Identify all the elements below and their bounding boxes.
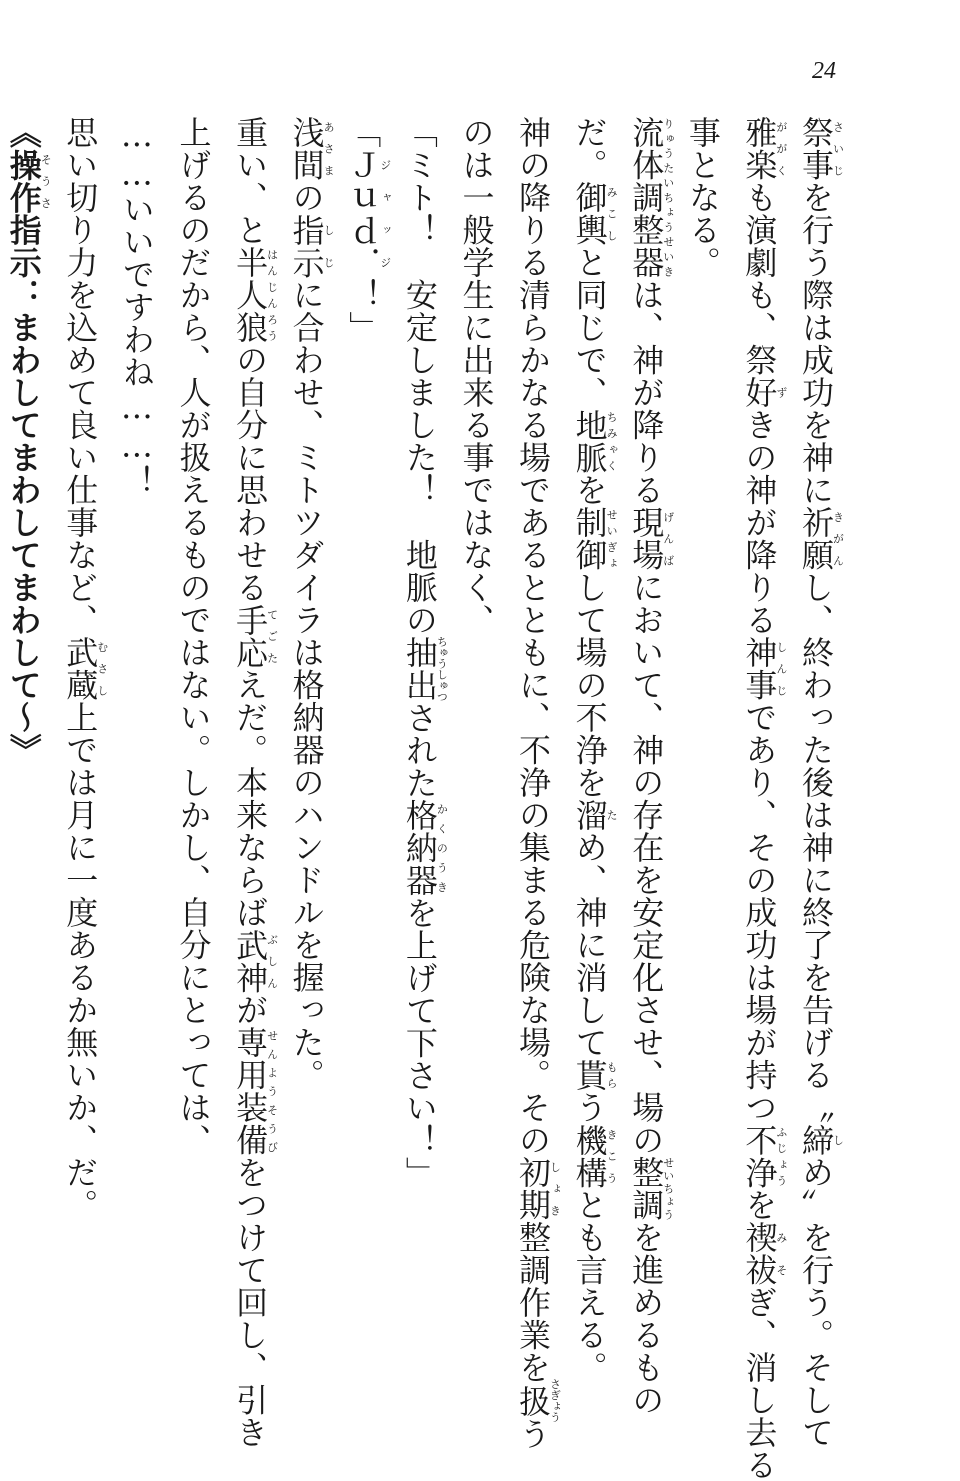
- ruby-word: 禊祓みそ: [740, 1221, 788, 1286]
- text-run: きの神が降りる: [740, 408, 779, 636]
- text-run: を行う際は成功を神に: [797, 181, 835, 506]
- ruby-word: 好ず: [740, 376, 788, 409]
- text-run: ！」: [344, 278, 383, 344]
- text-run: において、神の存在を安定化させ、場の: [627, 571, 666, 1156]
- ruby-word: 御輿みこし: [570, 181, 619, 246]
- text-line: [504, 116, 562, 1450]
- ruby-word: 祭事さいじ: [797, 116, 845, 181]
- text-run: の自分に思わせる: [231, 343, 270, 604]
- text-line: [561, 116, 619, 1384]
- text-run: ……いいですわね……！: [117, 116, 156, 498]
- furigana: ふじょう: [774, 1123, 788, 1189]
- text-run: も演劇も、祭: [740, 181, 779, 376]
- furigana: ジャッジ: [378, 148, 392, 279]
- ruby-word: 操作そうさ: [4, 148, 53, 214]
- text-run: 重い、と: [231, 116, 270, 246]
- text-run: の: [287, 181, 326, 214]
- furigana: ぶしん: [265, 928, 279, 994]
- text-run: して場の不浄を: [570, 571, 609, 799]
- ruby-word: 地脈ちみゃく: [570, 408, 619, 474]
- text-run: め、神に消して: [570, 831, 609, 1059]
- ruby-word: 制御せいぎょ: [570, 506, 619, 571]
- ruby-word: 武蔵むさし: [61, 636, 109, 701]
- text-line: [448, 116, 505, 1332]
- ruby-word: 整調せいちょう: [627, 1156, 675, 1221]
- text-line: [108, 116, 165, 1332]
- text-run: とも言える。: [570, 1188, 609, 1384]
- ruby-word: 貰もら: [570, 1058, 619, 1091]
- text-run: であり、その成功は場が持つ: [740, 701, 779, 1124]
- ruby-word: 手応てごた: [231, 603, 279, 669]
- text-run: は、神が降りる: [627, 278, 666, 506]
- text-run: された: [400, 701, 439, 799]
- text-line: [165, 116, 222, 1332]
- furigana: せいちょう: [661, 1156, 675, 1221]
- furigana: た: [605, 798, 619, 831]
- text-run: ぎ、消し去る: [740, 1286, 779, 1481]
- text-run: が: [231, 993, 270, 1026]
- ruby-word: 扱さぎょう: [514, 1378, 562, 1423]
- furigana: しじ: [322, 213, 336, 279]
- text-run: め〟を行う。そして: [797, 1156, 835, 1449]
- furigana: しんじ: [774, 636, 788, 701]
- ruby-word: 抽出ちゅうしゅつ: [400, 635, 449, 702]
- text-run: 「ミト！ 安定しました！ 地脈の: [400, 116, 439, 636]
- text-line: [0, 116, 52, 1332]
- ruby-word: 指示しじ: [287, 213, 336, 279]
- text-line: [278, 116, 335, 1332]
- text-run: 整調作業を: [514, 1221, 553, 1384]
- text-run: う: [570, 1091, 609, 1124]
- furigana: きこう: [605, 1123, 619, 1189]
- text-run: 指示：まわしてまわしてまわして〜》: [4, 213, 43, 766]
- furigana: さぎょう: [548, 1378, 562, 1423]
- furigana: かくのうき: [435, 799, 449, 897]
- text-run: だ。: [570, 116, 609, 181]
- furigana: げんば: [661, 506, 675, 571]
- ruby-word: 専用装備せんようそうび: [231, 1026, 279, 1156]
- text-line: [618, 116, 675, 1416]
- novel-text-body: [4, 116, 845, 1481]
- text-line: [787, 116, 845, 1449]
- text-line: [221, 116, 279, 1449]
- ruby-word: 雅楽ががく: [740, 116, 788, 181]
- page-number: 24: [812, 58, 836, 84]
- text-line: [391, 116, 448, 1332]
- furigana: ちみゃく: [605, 408, 619, 474]
- text-run: 上では月に一度あるか無いか、だ。: [61, 701, 100, 1221]
- furigana: せいぎょ: [605, 506, 619, 571]
- text-line: [731, 116, 788, 1481]
- ruby-word: 不浄ふじょう: [740, 1123, 788, 1189]
- text-run: を: [740, 1188, 779, 1221]
- text-run: に合わせ、ミトツダイラは格納器のハンドルを握った。: [287, 278, 326, 1091]
- furigana: ず: [774, 376, 788, 409]
- furigana: きがん: [831, 506, 845, 571]
- ruby-word: 半人狼はんじんろう: [231, 246, 279, 344]
- ruby-word: 初期しょき: [514, 1156, 562, 1221]
- ruby-word: 流体調整器りゅうたいちょうせいき: [627, 116, 675, 279]
- text-line: [674, 116, 731, 1332]
- furigana: ちゅうしゅつ: [435, 635, 449, 702]
- ruby-word: 溜た: [570, 798, 619, 831]
- ruby-word: Ｊｕｄ．ジャッジ: [344, 148, 392, 279]
- ruby-word: 祈願きがん: [797, 506, 845, 571]
- furigana: りゅうたいちょうせいき: [661, 116, 675, 279]
- furigana: もら: [605, 1058, 619, 1091]
- furigana: みそ: [774, 1221, 788, 1286]
- text-run: を上げて下さい！」: [400, 896, 439, 1189]
- ruby-word: 武神ぶしん: [231, 928, 279, 994]
- furigana: しょき: [548, 1156, 562, 1221]
- furigana: し: [831, 1123, 845, 1156]
- furigana: そうさ: [39, 148, 53, 214]
- furigana: てごた: [265, 603, 279, 669]
- text-run: し、終わった後は神に終了を告げる〝: [797, 571, 835, 1124]
- text-run: 神の降りる清らかなる場であるとともに、不浄の集まる危険な場。その: [514, 116, 553, 1156]
- furigana: あさま: [322, 116, 336, 181]
- furigana: みこし: [605, 181, 619, 246]
- text-run: 「: [344, 116, 383, 149]
- ruby-word: 神事しんじ: [740, 636, 788, 701]
- furigana: はんじんろう: [265, 246, 279, 344]
- text-run: と同じで、: [570, 246, 609, 409]
- ruby-word: 機構きこう: [570, 1123, 619, 1189]
- text-run: えだ。本来ならば: [231, 668, 270, 929]
- text-run: う: [514, 1417, 553, 1450]
- ruby-word: 格納器かくのうき: [400, 799, 449, 897]
- text-line: [52, 116, 109, 1332]
- text-run: を: [570, 473, 609, 506]
- furigana: さいじ: [831, 116, 845, 181]
- furigana: せんようそうび: [265, 1026, 279, 1156]
- ruby-word: 現場げんば: [627, 506, 675, 571]
- text-run: をつけて回し、引き: [231, 1156, 270, 1449]
- text-run: 事となる。: [683, 116, 722, 279]
- text-run: 思い切り力を込めて良い仕事など、: [61, 116, 100, 636]
- text-run: 《: [4, 116, 43, 149]
- furigana: ががく: [774, 116, 788, 181]
- ruby-word: 浅間あさま: [287, 116, 336, 181]
- text-line: [335, 116, 392, 1332]
- text-run: を進めるもの: [627, 1221, 666, 1416]
- text-run: のは一般学生に出来る事ではなく、: [457, 116, 496, 636]
- furigana: むさし: [95, 636, 109, 701]
- text-run: 上げるのだから、人が扱えるものではない。しかし、自分にとっては、: [174, 116, 213, 1156]
- ruby-word: 締し: [797, 1123, 845, 1156]
